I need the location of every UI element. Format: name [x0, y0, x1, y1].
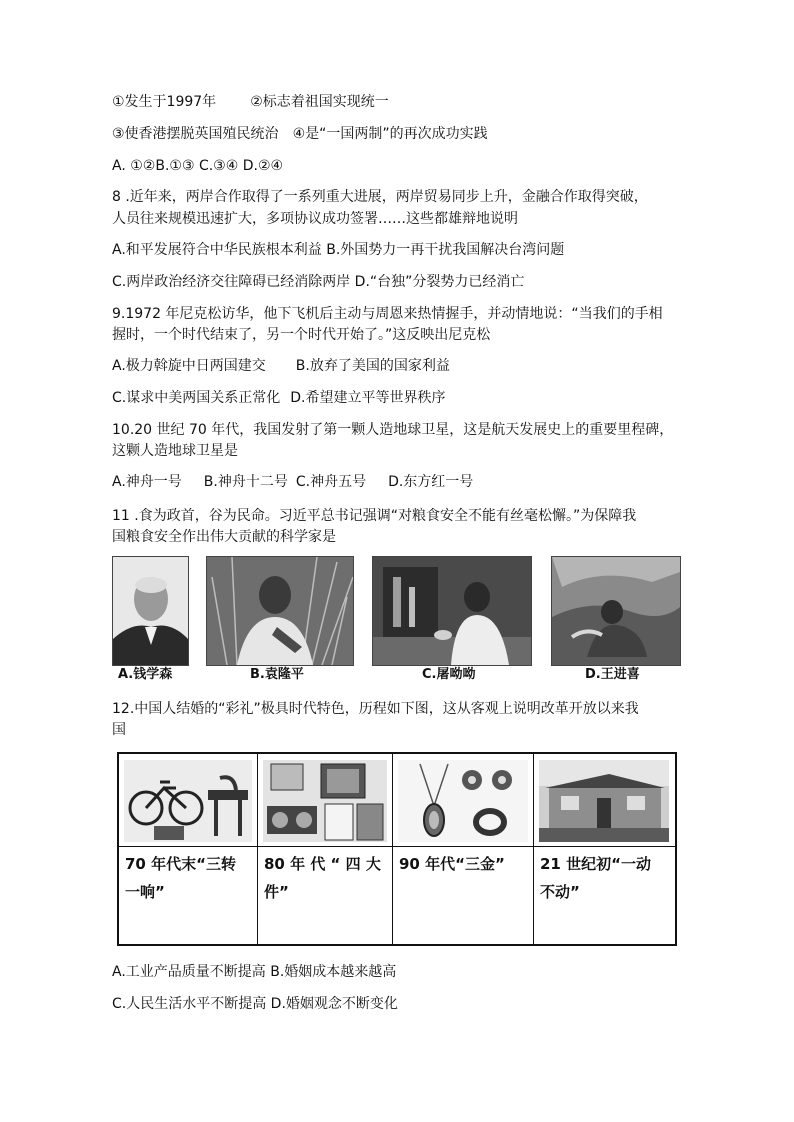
table-cell-21st	[534, 754, 675, 944]
table-cell-70s	[119, 754, 258, 944]
q10-option-b: B.神舟十二号	[203, 474, 288, 490]
q9-stem-line-2: 握时，一个时代结束了，另一个时代开始了。”这反映出尼克松	[112, 327, 491, 343]
house-car-image	[539, 760, 669, 842]
q7-options-row-1	[112, 92, 389, 112]
q12-options-ab: A.工业产品质量不断提高 B.婚姻成本越来越高	[112, 964, 397, 980]
bicycle-sewing-machine-image	[124, 760, 252, 842]
q10-stem-line-2: 这颗人造地球卫星是	[112, 443, 238, 459]
cell-90s-line-1: 90 年代“三金”	[399, 855, 505, 873]
q9-option-a: A.极力斡旋中日两国建交	[112, 358, 266, 374]
q9-option-b: B.放弃了美国的国家利益	[295, 358, 450, 374]
caption-a: A.钱学森	[118, 667, 173, 682]
cell-70s-line-1: 70 年代末“三转	[125, 855, 236, 873]
q10-option-a: A.神舟一号	[112, 474, 182, 490]
q7-options-row-2	[112, 124, 488, 144]
q7-option-4: ④是“一国两制”的再次成功实践	[292, 126, 488, 142]
q10-options	[112, 472, 473, 492]
cell-80s-line-1: 80 年 代 “ 四 大	[264, 855, 381, 873]
q9-options-cd	[112, 388, 445, 408]
q11-stem-line-2: 国粮食安全作出伟大贡献的科学家是	[112, 529, 336, 545]
q7-option-2: ②标志着祖国实现统一	[250, 94, 389, 110]
photo-wang-jinxi	[551, 556, 681, 666]
q9-stem-line-1: 9.1972 年尼克松访华，他下飞机后主动与周恩来热情握手，并动情地说：“当我们的手相	[112, 306, 663, 322]
q11-stem-line-1: 11 .食为政首，谷为民命。习近平总书记强调“对粮食安全不能有丝毫松懈。”为保障我	[112, 508, 637, 524]
cell-80s-line-2: 件”	[264, 883, 289, 901]
q7-option-1: ①发生于1997年	[112, 94, 217, 110]
caption-b: B.袁隆平	[250, 667, 304, 682]
q9-option-c: C.谋求中美两国关系正常化	[112, 390, 281, 406]
betrothal-gifts-table	[117, 752, 677, 946]
q10-stem-line-1: 10.20 世纪 70 年代，我国发射了第一颗人造地球卫星，这是航天发展史上的重要里程碑，	[112, 422, 674, 438]
q9-options-ab	[112, 356, 450, 376]
q12-options-cd: C.人民生活水平不断提高 D.婚姻观念不断变化	[112, 996, 398, 1012]
photo-qian-xuesen	[112, 556, 189, 666]
caption-c: C.屠呦呦	[422, 667, 476, 682]
photo-tu-youyou	[372, 556, 532, 666]
q12-stem-line-1: 12.中国人结婚的“彩礼”极具时代特色，历程如下图，这从客观上说明改革开放以来我	[112, 701, 639, 717]
q9-option-d: D.希望建立平等世界秩序	[290, 390, 446, 406]
q7-answers: A. ①②B.①③ C.③④ D.②④	[112, 158, 284, 174]
cell-70s-line-2: 一响”	[125, 883, 165, 901]
q8-options-cd: C.两岸政治经济交往障碍已经消除两岸 D.“台独”分裂势力已经消亡	[112, 274, 525, 290]
four-appliances-image	[263, 760, 387, 842]
q10-option-d: D.东方红一号	[388, 474, 474, 490]
cell-21st-line-2: 不动”	[540, 883, 580, 901]
table-cell-80s	[258, 754, 393, 944]
q12-stem-line-2: 国	[112, 722, 126, 738]
cell-21st-line-1: 21 世纪初“一动	[540, 855, 651, 873]
q8-stem-line-2: 人员往来规模迅速扩大，多项协议成功签署……这些都雄辩地说明	[112, 211, 518, 227]
gold-jewelry-image	[398, 760, 528, 842]
caption-d: D.王进喜	[585, 667, 640, 682]
q10-option-c: C.神舟五号	[295, 474, 367, 490]
q7-option-3: ③使香港摆脱英国殖民统治	[112, 126, 279, 142]
table-cell-90s	[393, 754, 534, 944]
q8-stem-line-1: 8 .近年来，两岸合作取得了一系列重大进展，两岸贸易同步上升，金融合作取得突破，	[112, 189, 648, 205]
photo-yuan-longping	[206, 556, 354, 666]
q8-options-ab: A.和平发展符合中华民族根本利益 B.外国势力一再干扰我国解决台湾问题	[112, 242, 565, 258]
